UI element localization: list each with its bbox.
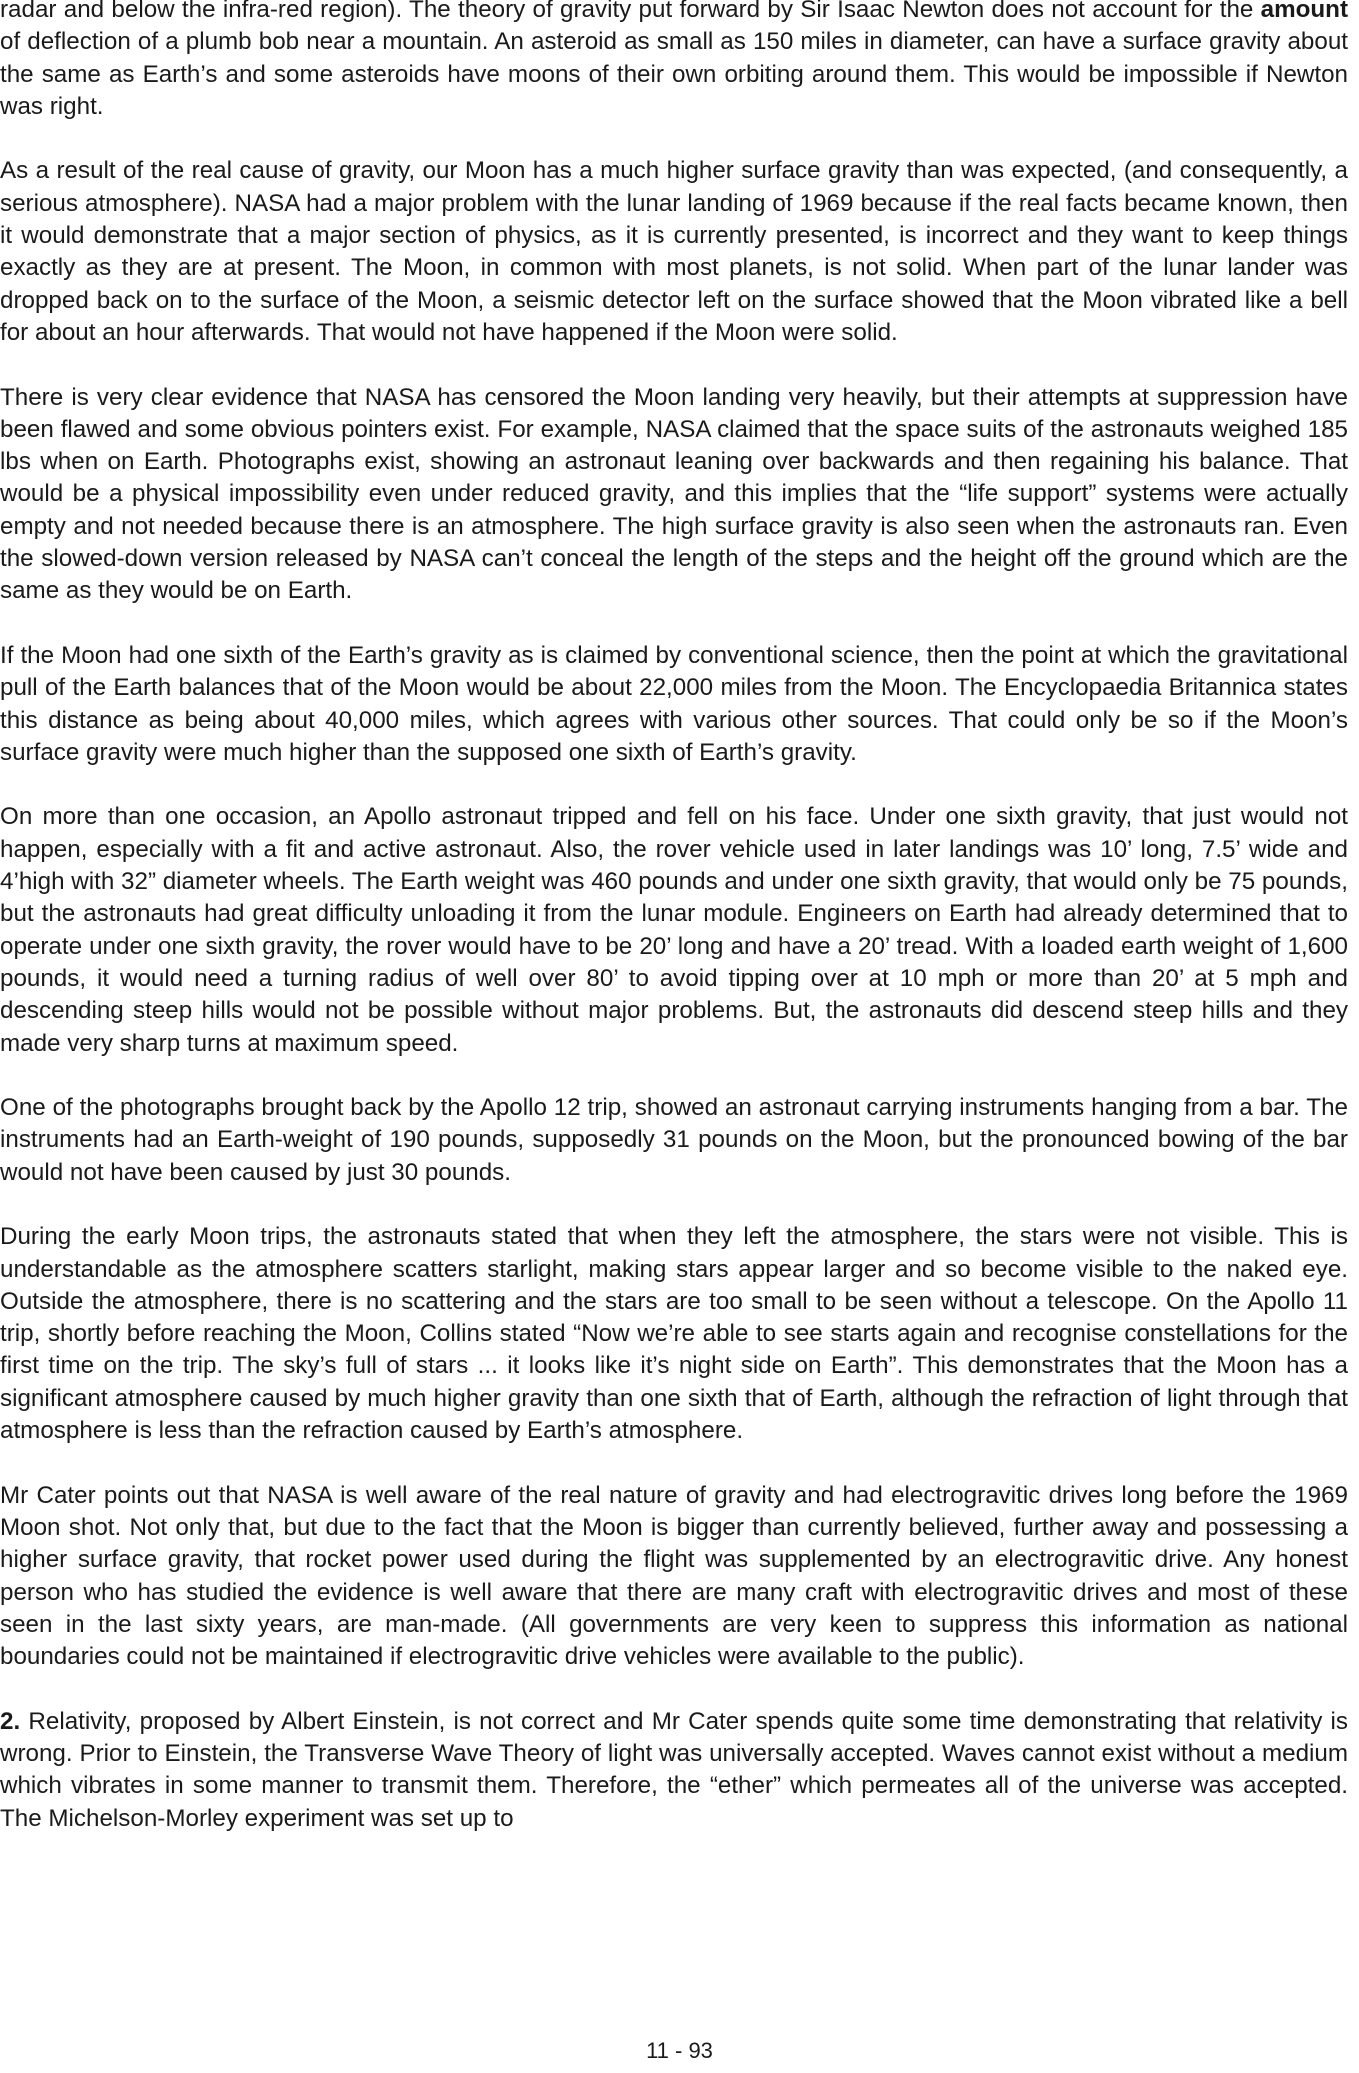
text-run: One of the photographs brought back by the Apollo 12 trip, showed an astronaut carrying instruments hanging from a bar. The instruments had an Earth-weight of 190 pounds, supposedly 31 pounds on the Moon, but the pronounced bowing of the bar would not have been caused by just 30 pounds. xyxy=(0,1094,1348,1186)
paragraph-p2 xyxy=(0,155,1348,349)
text-run: Relativity, proposed by Albert Einstein, is not correct and Mr Cater spends quite some time demonstrating that relativity is wrong. Prior to Einstein, the Transverse Wave Theory of light was universally accepted. Waves cannot exist without a medium which vibrates in some manner to transmit them. Therefore, the “ether” which permeates all of the universe was accepted. The Michelson-Morley experiment was set up to xyxy=(0,1707,1348,1832)
text-run: of deflection of a plumb bob near a mountain. An asteroid as small as 150 miles in diameter, can have a surface gravity about the same as Earth’s and some asteroids have moons of their own orbiting around them. This would be impossible if Newton was right. xyxy=(0,28,1348,120)
bold-text: 2. xyxy=(0,1707,21,1735)
paragraph-p7 xyxy=(0,1221,1348,1447)
paragraph-p6 xyxy=(0,1092,1348,1189)
text-run: radar and below the infra-red region). The theory of gravity put forward by Sir Isaac Newton does not account for the xyxy=(0,0,1261,23)
paragraph-p4 xyxy=(0,640,1348,769)
page-number: 11 - 93 xyxy=(646,2038,713,2063)
text-run: As a result of the real cause of gravity, our Moon has a much higher surface gravity than was expected, (and consequently, a serious atmosphere). NASA had a major problem with the lunar landing of 1969 because if the real facts became known, then it would demonstrate that a major section of physics, as it is currently presented, is incorrect and they want to keep things exactly as they are at present. The Moon, in common with most planets, is not solid. When part of the lunar lander was dropped back on to the surface of the Moon, a seismic detector left on the surface showed that the Moon vibrated like a bell for about an hour afterwards. That would not have happened if the Moon were solid. xyxy=(0,157,1348,346)
paragraph-p5 xyxy=(0,801,1348,1059)
paragraph-p1 xyxy=(0,0,1348,123)
text-run: If the Moon had one sixth of the Earth’s gravity as is claimed by conventional science, then the point at which the gravitational pull of the Earth balances that of the Moon would be about 22,000 miles from the Moon. The Encyclopaedia Britannica states this distance as being about 40,000 miles, which agrees with various other sources. That could only be so if the Moon’s surface gravity were much higher than the supposed one sixth of Earth’s gravity. xyxy=(0,641,1348,766)
paragraph-p9 xyxy=(0,1706,1348,1835)
text-run: There is very clear evidence that NASA has censored the Moon landing very heavily, but their attempts at suppression have been flawed and some obvious pointers exist. For example, NASA claimed that the space suits of the astronauts weighed 185 lbs when on Earth. Photographs exist, showing an astronaut leaning over backwards and then regaining his balance. That would be a physical impossibility even under reduced gravity, and this implies that the “life support” systems were actually empty and not needed because there is an atmosphere. The high surface gravity is also seen when the astronauts ran. Even the slowed-down version released by NASA can’t conceal the length of the steps and the height off the ground which are the same as they would be on Earth. xyxy=(0,383,1348,605)
text-run: Mr Cater points out that NASA is well aware of the real nature of gravity and had electrogravitic drives long before the 1969 Moon shot. Not only that, but due to the fact that the Moon is bigger than currently believed, further away and possessing a higher surface gravity, that rocket power used during the flight was supplemented by an electrogravitic drive. Any honest person who has studied the evidence is well aware that there are many craft with electrogravitic drives and most of these seen in the last sixty years, are man-made. (All governments are very keen to suppress this information as national boundaries could not be maintained if electrogravitic drive vehicles were available to the public). xyxy=(0,1481,1348,1671)
text-run: On more than one occasion, an Apollo astronaut tripped and fell on his face. Under one sixth gravity, that just would not happen, especially with a fit and active astronaut. Also, the rover vehicle used in later landings was 10’ long, 7.5’ wide and 4’high with 32” diameter wheels. The Earth weight was 460 pounds and under one sixth gravity, that would only be 75 pounds, but the astronauts had great difficulty unloading it from the lunar module. Engineers on Earth had already determined that to operate under one sixth gravity, the rover would have to be 20’ long and have a 20’ tread. With a loaded earth weight of 1,600 pounds, it would need a turning radius of well over 80’ to avoid tipping over at 10 mph or more than 20’ at 5 mph and descending steep hills would not be possible without major problems. But, the astronauts did descend steep hills and they made very sharp turns at maximum speed. xyxy=(0,803,1348,1057)
bold-text: amount xyxy=(1260,0,1348,23)
paragraph-p8 xyxy=(0,1480,1348,1674)
text-run: During the early Moon trips, the astronauts stated that when they left the atmosphere, the stars were not visible. This is understandable as the atmosphere scatters starlight, making stars appear larger and so become visible to the naked eye. Outside the atmosphere, there is no scattering and the stars are too small to be seen without a telescope. On the Apollo 11 trip, shortly before reaching the Moon, Collins stated “Now we’re able to see starts again and recognise constellations for the first time on the trip. The sky’s full of stars ... it looks like it’s night side on Earth”. This demonstrates that the Moon has a significant atmosphere caused by much higher gravity than one sixth that of Earth, although the refraction of light through that atmosphere is less than the refraction caused by Earth’s atmosphere. xyxy=(0,1223,1348,1445)
paragraph-p3 xyxy=(0,382,1348,608)
